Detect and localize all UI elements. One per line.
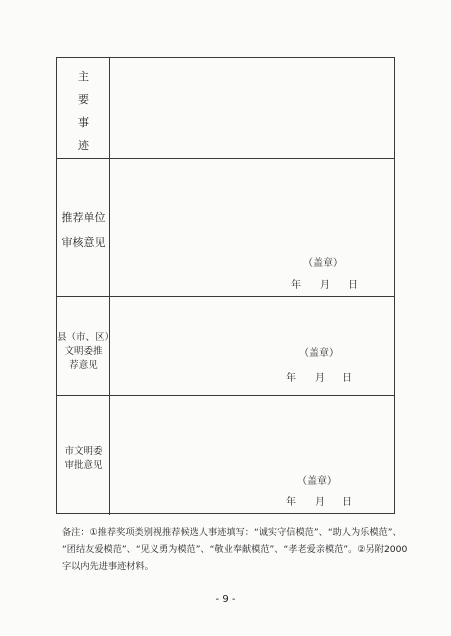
remarks-line: 字以内先进事迹材料。 — [62, 561, 154, 572]
main-deeds-label-char: 事 — [78, 116, 89, 129]
unit-review-label-line: 审核意见 — [61, 236, 106, 249]
main-deeds-label-char: 要 — [78, 93, 89, 106]
recommendation-form-table — [56, 57, 395, 514]
county-recommend-stamp: （盖章） — [299, 348, 339, 359]
county-recommend-label-line: 荐意见 — [69, 360, 98, 371]
city-approval-label-line: 市文明委 — [64, 446, 103, 457]
unit-review-date-month: 月 — [320, 280, 330, 291]
remarks-line: “团结友爱模范”、“见义勇为模范”、“敬业奉献模范”、“孝老爱亲模范”。②另附2000 — [62, 544, 408, 555]
main-deeds-row — [57, 58, 394, 159]
county-recommend-field[interactable] — [110, 297, 394, 395]
county-recommend-date-day: 日 — [342, 373, 352, 384]
county-recommend-label-cell — [57, 297, 115, 395]
unit-review-date-year: 年 — [291, 280, 301, 291]
main-deeds-label-char: 迹 — [78, 139, 89, 152]
county-recommend-row — [57, 297, 394, 396]
main-deeds-field[interactable] — [110, 58, 394, 158]
unit-review-label-cell — [57, 159, 110, 296]
unit-review-date-day: 日 — [348, 280, 358, 291]
city-approval-label-cell — [57, 396, 110, 515]
page-number: - 9 - — [215, 594, 236, 605]
city-approval-date-year: 年 — [286, 497, 296, 508]
county-recommend-label-line: 县（市、区） — [57, 332, 115, 343]
main-deeds-label-char: 主 — [78, 70, 89, 83]
county-recommend-label-line: 文明委推 — [64, 346, 103, 357]
unit-review-field[interactable] — [110, 159, 394, 296]
main-deeds-label-cell — [57, 58, 110, 158]
city-approval-field[interactable] — [110, 396, 394, 515]
unit-review-row — [57, 159, 394, 297]
city-approval-date-day: 日 — [342, 497, 352, 508]
county-recommend-date-month: 月 — [315, 373, 325, 384]
unit-review-label-line: 推荐单位 — [61, 211, 106, 224]
city-approval-date-month: 月 — [315, 497, 325, 508]
county-recommend-date-year: 年 — [286, 373, 296, 384]
city-approval-stamp: （盖章） — [297, 476, 337, 487]
unit-review-stamp: （盖章） — [303, 258, 343, 269]
city-approval-label-line: 审批意见 — [64, 460, 103, 471]
remarks-line: 备注：①推荐奖项类别视推荐候选人事迹填写：“诚实守信模范”、“助人为乐模范”、 — [62, 527, 402, 538]
city-approval-row — [57, 396, 394, 515]
